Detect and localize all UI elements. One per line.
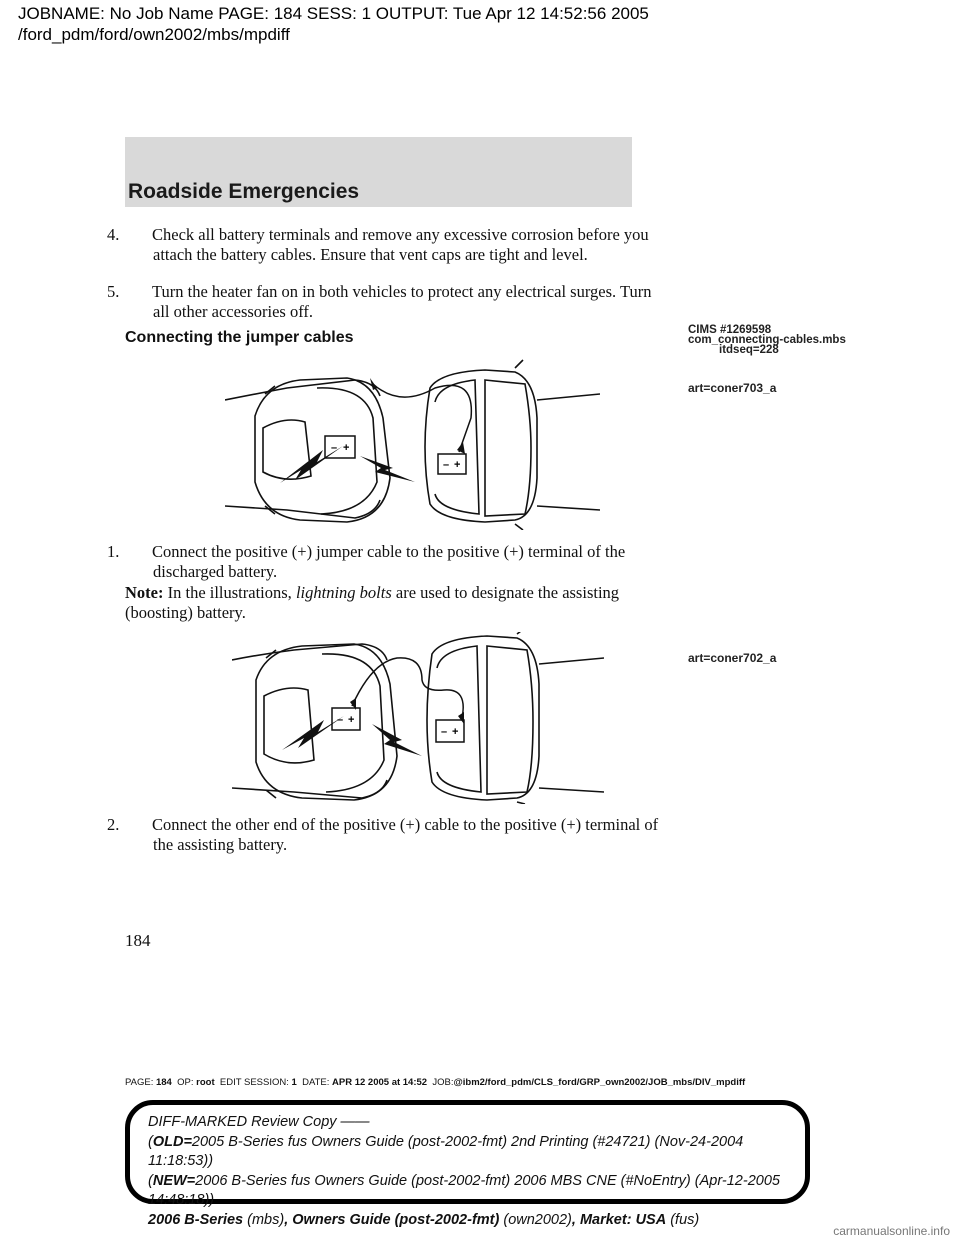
step-number: 5. bbox=[107, 282, 120, 301]
step-text: Check all battery terminals and remove any excessive corrosion before you attach the battery cables. Ensure that vent caps are tight and level. bbox=[152, 225, 649, 264]
meta-page-value: 184 bbox=[155, 1077, 172, 1088]
old-text: 2005 B-Series fus Owners Guide (post-2002-fmt) 2nd Printing (#24721) (Nov-24-2004 11:18:53)) bbox=[148, 1133, 744, 1169]
step-text: Connect the positive (+) jumper cable to the positive (+) terminal of the discharged battery. bbox=[152, 542, 626, 581]
diff-product-line bbox=[148, 1211, 805, 1231]
note-text-before: In the illustrations, bbox=[167, 583, 296, 602]
cims-note-line1: CIMS #1269598 bbox=[688, 324, 772, 336]
meta-op-value: root bbox=[196, 1077, 215, 1088]
meta-date-value: APR 12 2005 at 14:52 bbox=[332, 1077, 428, 1088]
old-label: OLD= bbox=[152, 1133, 192, 1150]
paren: ( bbox=[148, 1172, 153, 1189]
cims-note-line2: com_connecting-cables.mbs bbox=[688, 334, 846, 346]
diff-title: DIFF-MARKED Review Copy —— bbox=[148, 1114, 370, 1130]
diff-review-box bbox=[125, 1100, 810, 1228]
jumper-cable-illustration-2 bbox=[232, 632, 604, 804]
meta-op-label: OP: bbox=[177, 1077, 194, 1088]
new-label: NEW= bbox=[152, 1172, 196, 1189]
jumper-cable bbox=[373, 384, 471, 452]
battery-plus-label: + bbox=[348, 714, 355, 726]
section-title: Roadside Emergencies bbox=[128, 180, 360, 203]
footer-job-meta bbox=[125, 1077, 745, 1088]
battery-minus-label: – bbox=[331, 442, 338, 454]
guide-name: , Owners Guide (post-2002-fmt) bbox=[284, 1211, 500, 1228]
meta-job-label: JOB: bbox=[432, 1077, 454, 1088]
page-number: 184 bbox=[125, 931, 151, 950]
battery-minus-label: – bbox=[443, 459, 450, 471]
job-path-line: /ford_pdm/ford/own2002/mbs/mpdiff bbox=[18, 25, 290, 44]
battery-plus-label: + bbox=[343, 442, 350, 454]
step-2 bbox=[107, 815, 663, 855]
diff-new-line bbox=[148, 1172, 805, 1211]
step-number: 4. bbox=[107, 225, 120, 244]
battery-minus-label: – bbox=[337, 714, 344, 726]
step-number: 2. bbox=[107, 815, 120, 834]
step-1 bbox=[107, 542, 663, 582]
note-text-after: are used to designate the assisting (boosting) battery. bbox=[125, 583, 620, 622]
product-name: 2006 B-Series bbox=[148, 1211, 244, 1228]
art-reference-2: art=coner702_a bbox=[688, 651, 777, 665]
battery-minus-label: – bbox=[441, 726, 448, 738]
meta-page-label: PAGE: bbox=[125, 1077, 154, 1088]
step-text: Connect the other end of the positive (+) cable to the positive (+) terminal of the assisting battery. bbox=[152, 815, 659, 854]
step-5 bbox=[107, 282, 663, 322]
paren: ( bbox=[148, 1133, 153, 1150]
note-label: Note: bbox=[125, 583, 164, 602]
guide-code: (own2002) bbox=[499, 1211, 572, 1228]
illustration-note bbox=[125, 583, 625, 623]
step-text: Turn the heater fan on in both vehicles to protect any electrical surges. Turn all other accessories off. bbox=[152, 282, 652, 321]
step-4 bbox=[107, 225, 663, 265]
job-header-line: JOBNAME: No Job Name PAGE: 184 SESS: 1 OUTPUT: Tue Apr 12 14:52:56 2005 bbox=[18, 4, 649, 23]
market-label: , Market: bbox=[571, 1211, 636, 1228]
meta-job-value: @ibm2/ford_pdm/CLS_ford/GRP_own2002/JOB_mbs/DIV_mpdiff bbox=[453, 1077, 746, 1088]
new-text: 2006 B-Series fus Owners Guide (post-2002-fmt) 2006 MBS CNE (#NoEntry) (Apr-12-2005 14:48:18)) bbox=[148, 1172, 780, 1208]
cims-note-line3: itdseq=228 bbox=[719, 344, 779, 356]
step-number: 1. bbox=[107, 542, 120, 561]
jumper-cable-illustration-1 bbox=[225, 358, 600, 530]
art-reference-1: art=coner703_a bbox=[688, 381, 777, 395]
battery-plus-label: + bbox=[452, 726, 459, 738]
product-code: (mbs) bbox=[243, 1211, 285, 1228]
meta-date-label: DATE: bbox=[302, 1077, 330, 1088]
watermark: carmanualsonline.info bbox=[833, 1224, 950, 1238]
meta-edit-label: EDIT SESSION: bbox=[219, 1077, 289, 1088]
diff-old-line bbox=[148, 1133, 805, 1172]
note-emphasis: lightning bolts bbox=[295, 583, 392, 602]
market-value: USA bbox=[635, 1211, 667, 1228]
subheading-connecting-cables: Connecting the jumper cables bbox=[125, 329, 354, 346]
meta-edit-value: 1 bbox=[291, 1077, 297, 1088]
market-code: (fus) bbox=[666, 1211, 700, 1228]
battery-plus-label: + bbox=[454, 459, 461, 471]
